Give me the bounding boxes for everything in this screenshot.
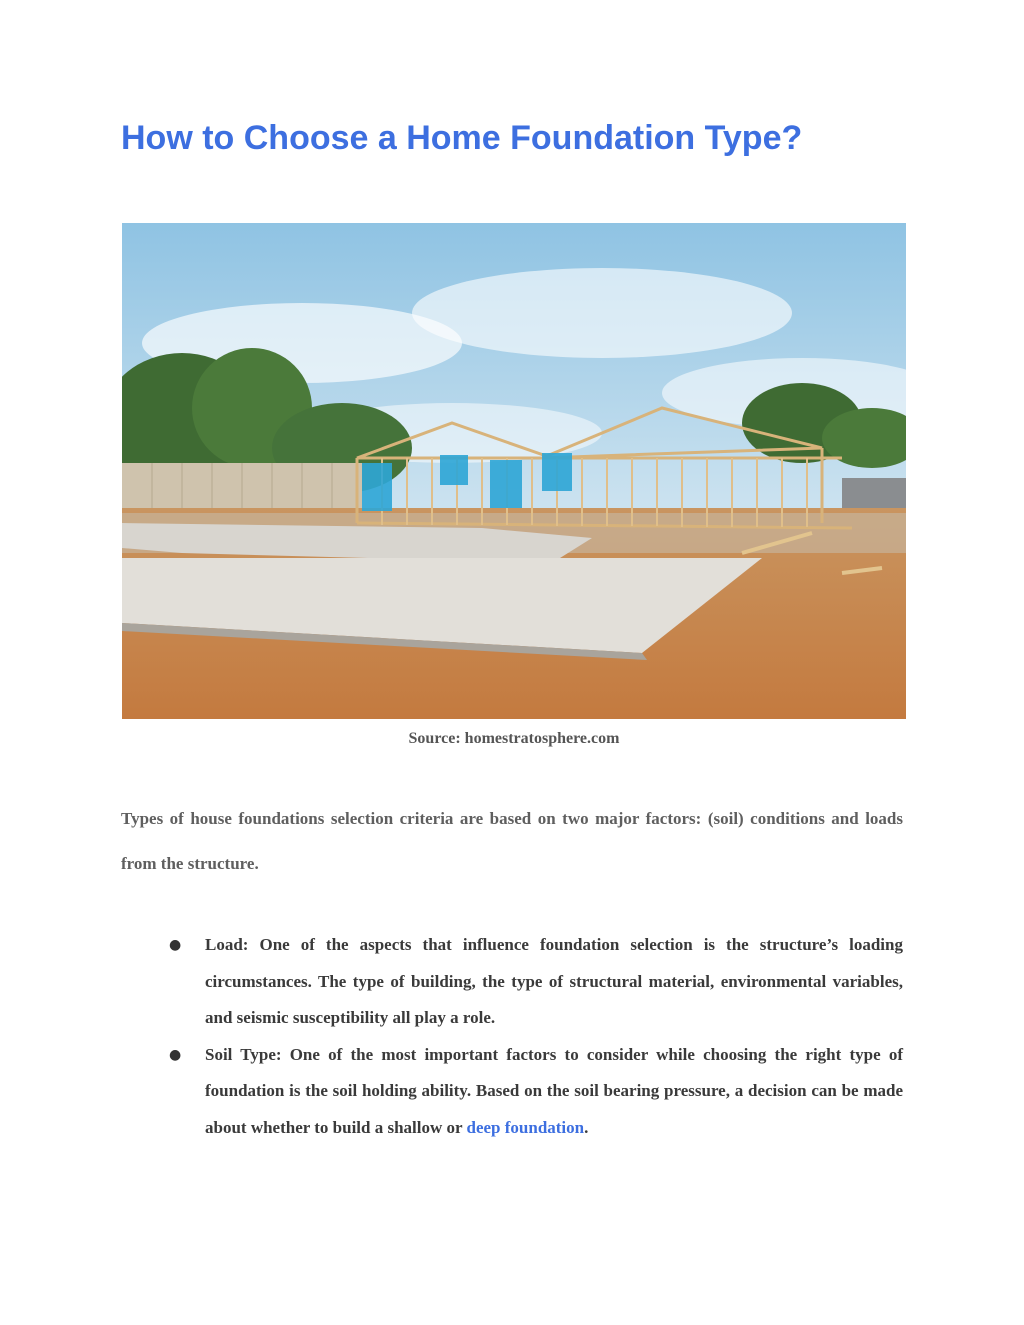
factor-list (169, 927, 903, 1146)
list-item (169, 1037, 903, 1147)
intro-paragraph: Types of house foundations selection criteria are based on two major factors: (soil) conditions and loads from the structure. (121, 809, 903, 873)
house-construction-photo (122, 223, 906, 719)
bullet-icon: ● (169, 937, 182, 953)
deep-foundation-link[interactable]: deep foundation (466, 1117, 585, 1137)
list-item-text: Load: One of the aspects that influence foundation selection is the structure’s loading circumstances. The type of building, the type of structural material, environmental variables, and seismic susceptibility all play a role. (205, 935, 903, 1027)
bullet-icon: ● (169, 1046, 182, 1063)
image-caption: Source: homestratosphere.com (408, 730, 620, 747)
list-item-text-end: . (584, 1117, 589, 1137)
list-item (169, 927, 903, 1037)
list-item-text: Soil Type: One of the most important factors to consider while choosing the right type of foundation is the soil holding ability. Based on the soil bearing pressure, a decision can be made about whether to build a shallow or (205, 1044, 903, 1137)
page-title: How to Choose a Home Foundation Type? (121, 119, 803, 157)
